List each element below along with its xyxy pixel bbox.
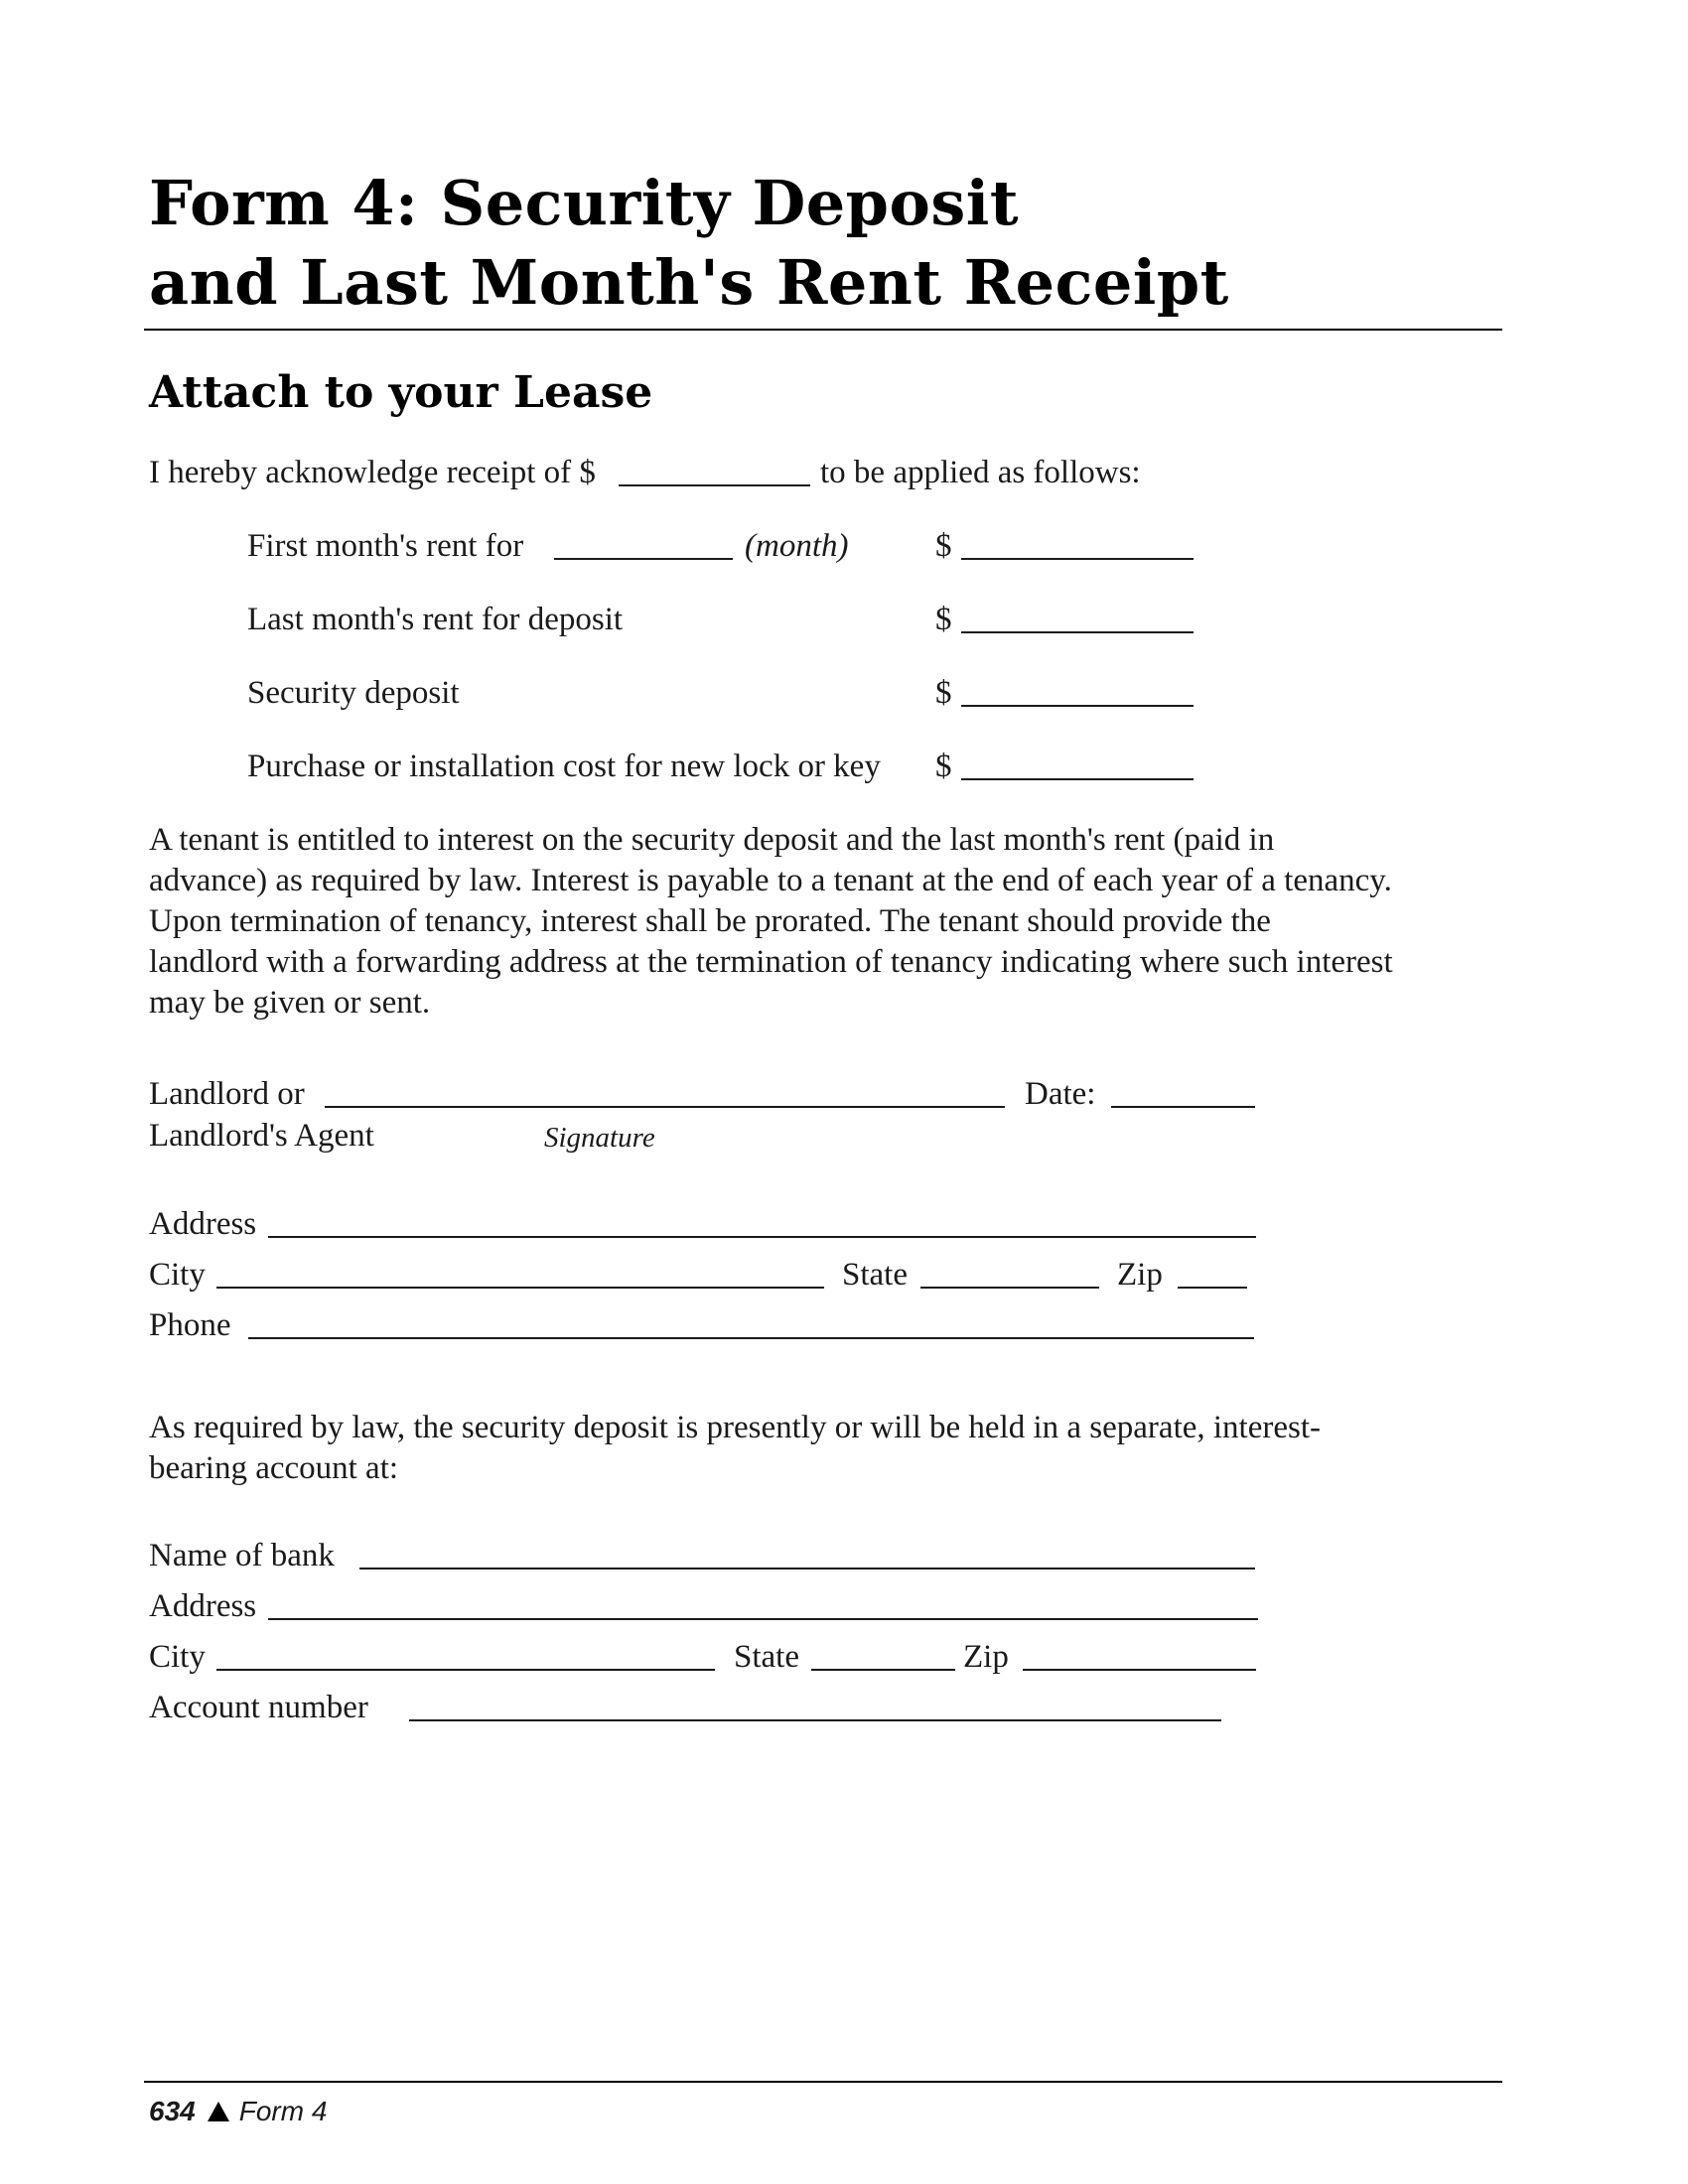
currency-symbol: $ [935,675,952,711]
bank-name-label: Name of bank [149,1538,335,1573]
item-lock-key-label: Purchase or installation cost for new lock or key [247,749,881,784]
form-title-line2: and Last Month's Rent Receipt [149,246,1229,319]
month-note: (month) [745,528,849,564]
date-label: Date: [1025,1076,1096,1112]
bank-paragraph: As required by law, the security deposit is presently or will be held in a separate, interest- bearing account at: [149,1410,1322,1486]
bank-state-field[interactable] [811,1669,955,1671]
receipt-suffix: to be applied as follows: [820,455,1141,490]
currency-symbol: $ [935,749,952,784]
bank-address-field[interactable] [268,1618,1258,1620]
receipt-prefix: I hereby acknowledge receipt of $ [149,455,596,490]
first-month-name-field[interactable] [554,558,733,560]
bank-zip-field[interactable] [1023,1669,1256,1671]
landlord-label: Landlord or [149,1076,305,1112]
landlord-zip-field[interactable] [1178,1287,1247,1289]
form-title-line1: Form 4: Security Deposit [149,167,1019,239]
landlord-phone-field[interactable] [248,1337,1254,1339]
bank-state-label: State [734,1639,799,1675]
landlord-agent-label: Landlord's Agent [149,1118,374,1154]
landlord-state-label: State [842,1257,908,1293]
landlord-phone-label: Phone [149,1307,231,1343]
account-number-field[interactable] [409,1719,1221,1721]
title-divider [144,329,1502,331]
bank-city-label: City [149,1639,206,1675]
form-subtitle: Attach to your Lease [149,367,653,418]
receipt-amount-field[interactable] [619,484,810,486]
date-field[interactable] [1111,1106,1255,1108]
footer-divider [144,2081,1502,2083]
item-first-month-label: First month's rent for [247,528,524,564]
item-last-month-label: Last month's rent for deposit [247,602,624,637]
security-deposit-amount-field[interactable] [961,705,1194,707]
item-security-deposit-label: Security deposit [247,675,460,711]
currency-symbol: $ [935,528,952,564]
page-footer [149,2095,327,2128]
signature-caption: Signature [544,1122,655,1154]
page-number: 634 [149,2096,196,2126]
landlord-signature-field[interactable] [325,1106,1005,1108]
interest-paragraph: A tenant is entitled to interest on the security deposit and the last month's rent (paid in advance) as required by law. Interest is payable to a tenant at the end of each year of a tenancy. Upon termination of tenancy, interest shall be prorated. The tenant should provide the landlord with a forwarding address at the termination of tenancy indicating where such interest may be given or sent. [149,822,1393,1021]
bank-city-field[interactable] [216,1669,715,1671]
landlord-city-label: City [149,1257,206,1293]
bank-name-field[interactable] [359,1568,1255,1570]
triangle-icon [208,2102,229,2121]
lock-key-amount-field[interactable] [961,778,1194,780]
last-month-amount-field[interactable] [961,631,1194,633]
bank-address-label: Address [149,1588,257,1624]
currency-symbol: $ [935,602,952,637]
first-month-amount-field[interactable] [961,558,1194,560]
landlord-address-label: Address [149,1206,257,1242]
landlord-zip-label: Zip [1117,1257,1163,1293]
landlord-address-field[interactable] [268,1236,1256,1238]
landlord-city-field[interactable] [216,1287,824,1289]
footer-section: Form 4 [238,2096,328,2126]
landlord-state-field[interactable] [920,1287,1099,1289]
account-number-label: Account number [149,1690,368,1725]
form-title [149,164,1229,323]
bank-zip-label: Zip [963,1639,1009,1675]
